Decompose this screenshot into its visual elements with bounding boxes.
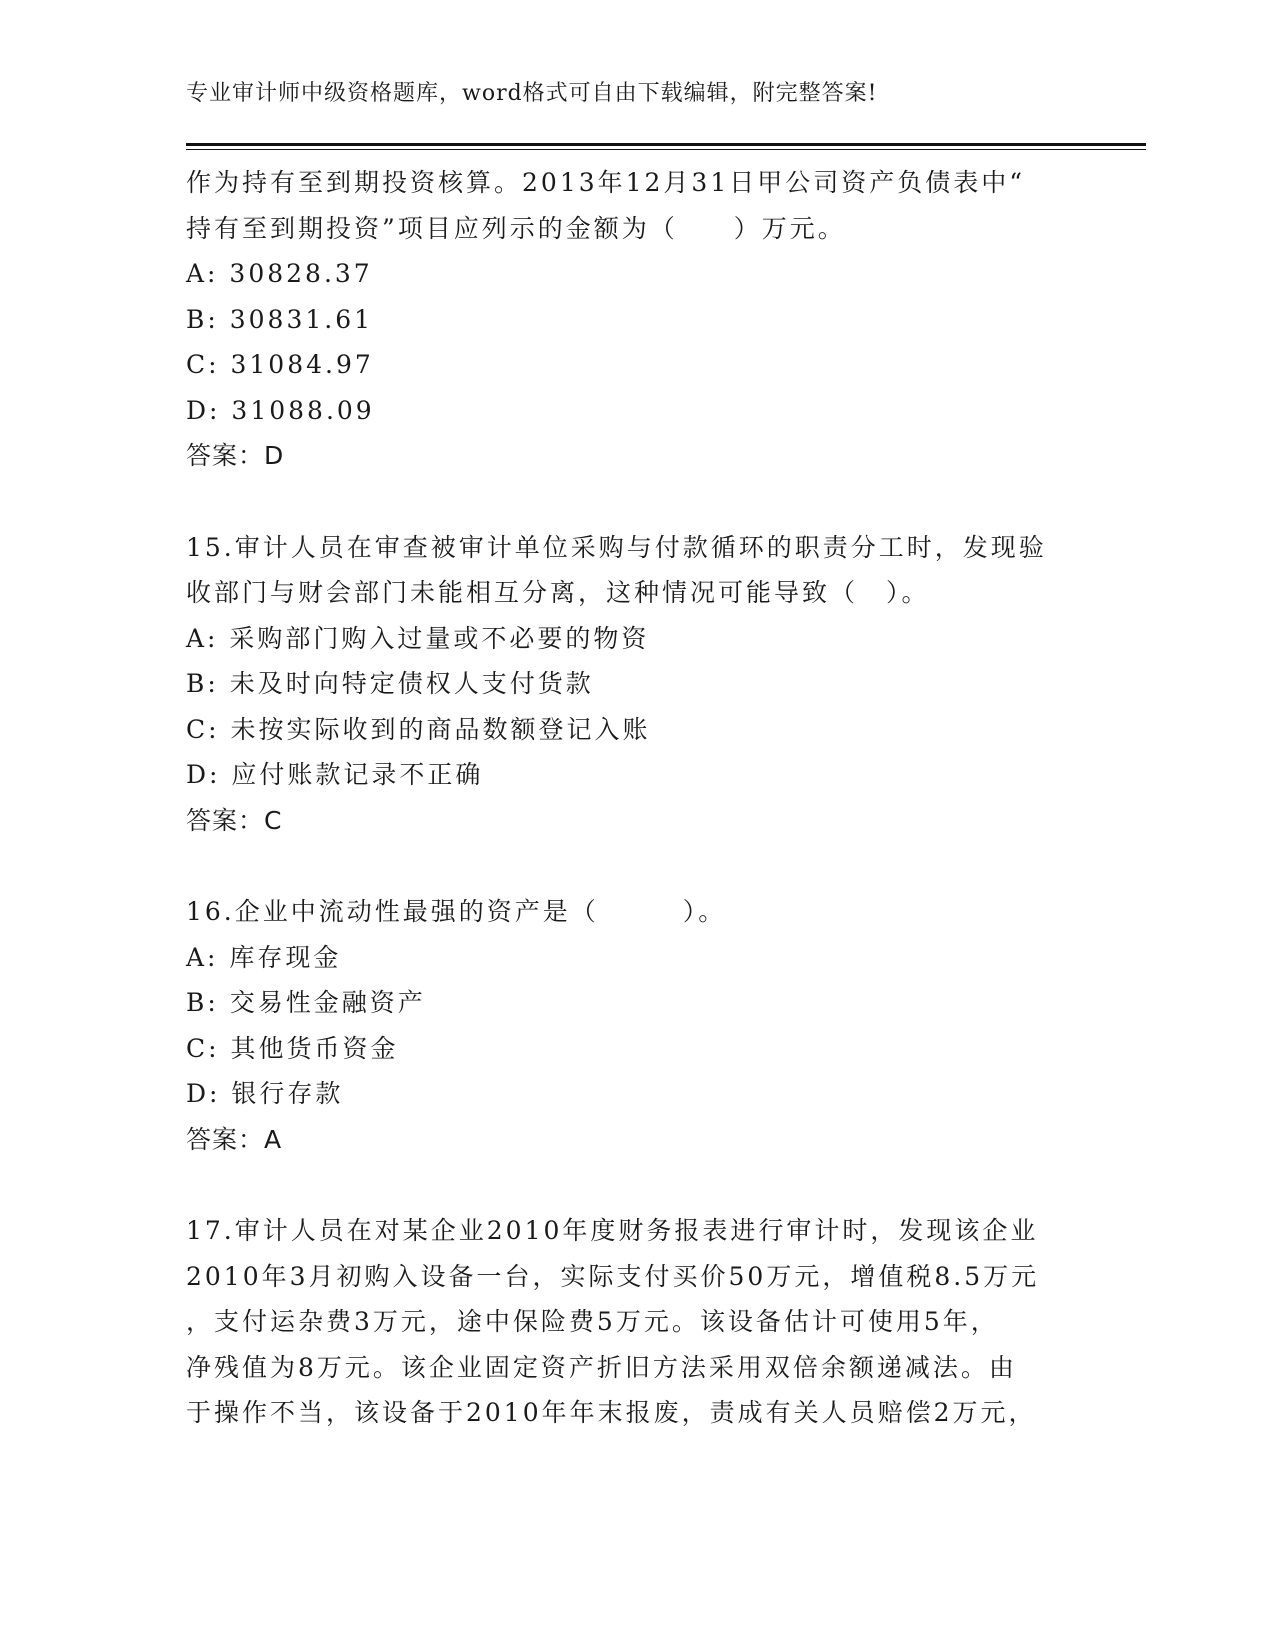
option-b: B: 30831.61	[186, 304, 374, 334]
question-14	[186, 160, 1086, 479]
answer: 答案：C	[186, 805, 283, 835]
option-a: A: 采购部门购入过量或不必要的物资	[186, 623, 650, 653]
option-b: B: 未及时向特定债权人支付货款	[186, 669, 594, 698]
answer: 答案：D	[186, 441, 285, 470]
header-rule-thin	[186, 149, 1146, 150]
document-body	[186, 160, 1086, 1436]
question-stem-line: 15.审计人员在审查被审计单位采购与付款循环的职责分工时，发现验	[186, 532, 1047, 562]
question-16	[186, 889, 1086, 1162]
option-d: D: 应付账款记录不正确	[186, 760, 484, 789]
option-c: C: 其他货币资金	[186, 1033, 399, 1063]
question-15	[186, 525, 1086, 844]
question-stem-line: 2010年3月初购入设备一台，实际支付买价50万元，增值税8.5万元	[186, 1261, 1040, 1291]
option-b: B: 交易性金融资产	[186, 988, 426, 1017]
question-stem-line: ，支付运杂费3万元，途中保险费5万元。该设备估计可使用5年，	[186, 1307, 999, 1336]
question-stem-line: 17.审计人员在对某企业2010年度财务报表进行审计时，发现该企业	[186, 1216, 1039, 1245]
question-stem-line: 于操作不当，该设备于2010年年末报废，责成有关人员赔偿2万元，	[186, 1398, 1037, 1427]
question-stem-line: 作为持有至到期投资核算。2013年12月31日甲公司资产负债表中“	[186, 168, 1026, 197]
option-a: A: 30828.37	[186, 259, 373, 288]
question-stem-line: 净残值为8万元。该企业固定资产折旧方法采用双倍余额递减法。由	[186, 1352, 1017, 1382]
question-stem-line: 持有至到期投资”项目应列示的金额为（ ）万元。	[186, 213, 846, 243]
option-d: D: 银行存款	[186, 1079, 344, 1108]
option-c: C: 未按实际收到的商品数额登记入账	[186, 714, 651, 744]
option-d: D: 31088.09	[186, 395, 375, 425]
answer: 答案：A	[186, 1124, 283, 1154]
header-rule-thick	[186, 143, 1146, 146]
page-header: 专业审计师中级资格题库，word格式可自由下载编辑，附完整答案!	[186, 81, 878, 106]
option-a: A: 库存现金	[186, 942, 342, 972]
option-c: C: 31084.97	[186, 350, 374, 379]
question-stem-line: 16.企业中流动性最强的资产是（ ）。	[186, 897, 727, 926]
question-stem-line: 收部门与财会部门未能相互分离，这种情况可能导致（ ）。	[186, 578, 930, 607]
question-17	[186, 1208, 1086, 1436]
